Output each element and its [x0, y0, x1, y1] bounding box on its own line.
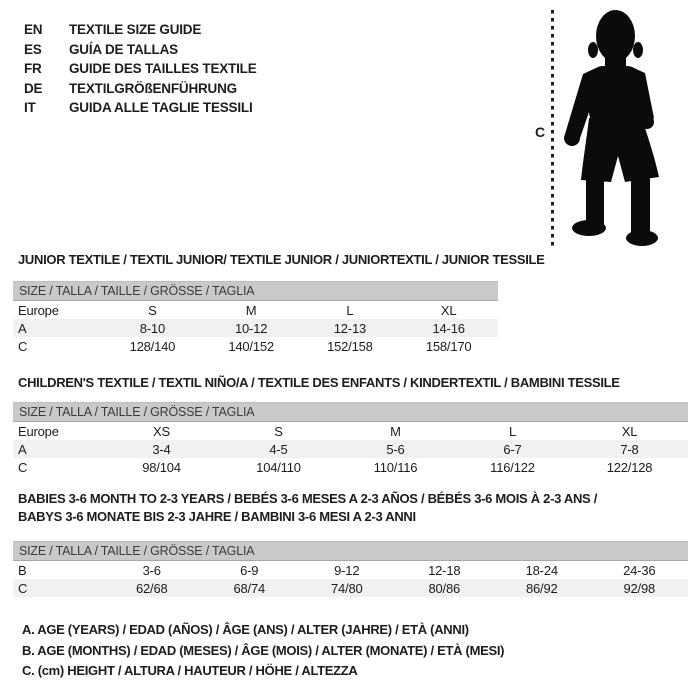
baby-silhouette-icon [560, 4, 682, 250]
age-cell: 8-10 [103, 319, 202, 337]
language-list [24, 20, 257, 118]
row-label: C [13, 579, 103, 597]
age-cell: 10-12 [202, 319, 301, 337]
height-cell: 80/86 [396, 579, 494, 597]
age-cell: 12-18 [428, 562, 461, 578]
size-header-bar: SIZE / TALLA / TAILLE / GRÖSSE / TAGLIA [13, 282, 498, 301]
size-table-babies [13, 541, 688, 597]
height-cell: 122/128 [606, 459, 653, 475]
size-cell: S [274, 423, 283, 439]
age-cell: 24-36 [623, 562, 656, 578]
size-table-children [13, 402, 688, 476]
table-row-europe [13, 422, 688, 441]
height-cell: 128/140 [129, 338, 176, 354]
section-title-junior: JUNIOR TEXTILE / TEXTIL JUNIOR/ TEXTILE JUNIOR / JUNIORTEXTIL / JUNIOR TESSILE [18, 252, 545, 267]
row-label: Europe [18, 423, 59, 439]
size-cell: M [390, 423, 401, 439]
size-cell: M [245, 302, 257, 318]
language-code: ES [24, 41, 42, 57]
language-label: TEXTILE SIZE GUIDE [69, 22, 202, 37]
age-cell: 18-24 [525, 562, 558, 578]
language-row-es [24, 40, 257, 60]
row-label: A [13, 440, 103, 458]
row-label: B [18, 562, 27, 578]
section-title-line: BABYS 3-6 MONATE BIS 2-3 JAHRE / BAMBINI 3-6 MESI A 2-3 ANNI [18, 508, 416, 524]
height-cell: 152/158 [327, 338, 373, 354]
age-cell: 9-12 [334, 562, 360, 578]
size-cell: L [346, 302, 354, 318]
legend-age-months: B. AGE (MONTHS) / EDAD (MESES) / ÂGE (MOIS) / ALTER (MONATE) / ETÀ (MESI) [22, 642, 505, 658]
height-measure-dashed-line [551, 10, 554, 246]
age-cell: 6-7 [454, 440, 571, 458]
height-cell: 74/80 [298, 579, 396, 597]
table-row-height [13, 579, 688, 597]
height-cell: 92/98 [591, 579, 689, 597]
row-label: C [18, 338, 28, 354]
table-row-age [13, 440, 688, 458]
height-cell: 86/92 [493, 579, 591, 597]
legend-age-years: A. AGE (YEARS) / EDAD (AÑOS) / ÂGE (ANS) / ALTER (JAHRE) / ETÀ (ANNI) [22, 622, 469, 637]
language-row-it [24, 98, 257, 118]
row-label: C [18, 459, 28, 475]
age-cell: 12-13 [301, 319, 400, 337]
size-cell: XL [440, 302, 457, 318]
height-cell: 68/74 [201, 579, 299, 597]
language-code: IT [24, 100, 36, 115]
language-code: DE [24, 80, 43, 96]
language-code: EN [24, 22, 43, 37]
height-cell: 140/152 [228, 338, 274, 354]
language-code: FR [24, 61, 42, 76]
age-cell: 7-8 [571, 440, 688, 458]
table-row-age [13, 319, 498, 337]
table-row-age-months [13, 561, 688, 580]
legend [22, 620, 504, 682]
height-measure-label: C [535, 124, 545, 140]
language-label: GUIDA ALLE TAGLIE TESSILI [69, 100, 253, 115]
language-row-de [24, 79, 257, 99]
age-cell: 5-6 [337, 440, 454, 458]
language-label: GUÍA DE TALLAS [69, 41, 178, 57]
height-cell: 62/68 [103, 579, 201, 597]
table-row-height [13, 337, 498, 355]
height-cell: 116/122 [490, 459, 535, 475]
age-cell: 14-16 [399, 319, 498, 337]
age-cell: 4-5 [220, 440, 337, 458]
size-table-junior [13, 281, 498, 355]
table-row-europe [13, 301, 498, 320]
language-row-fr [24, 59, 257, 79]
language-label: GUIDE DES TAILLES TEXTILE [69, 61, 257, 76]
section-title-babies [18, 490, 597, 525]
language-label: TEXTILGRÖßENFÜHRUNG [69, 80, 237, 96]
size-cell: S [148, 302, 157, 318]
row-label: Europe [18, 302, 59, 318]
section-title-children: CHILDREN'S TEXTILE / TEXTIL NIÑO/A / TEXTILE DES ENFANTS / KINDERTEXTIL / BAMBINI TESSILE [18, 375, 620, 390]
size-header-bar: SIZE / TALLA / TAILLE / GRÖSSE / TAGLIA [13, 403, 688, 422]
legend-height: C. (cm) HEIGHT / ALTURA / HAUTEUR / HÖHE / ALTEZZA [22, 663, 358, 678]
height-cell: 98/104 [142, 459, 181, 475]
age-cell: 3-6 [142, 562, 161, 578]
size-cell: XS [153, 423, 170, 439]
size-cell: XL [621, 423, 638, 439]
table-row-height [13, 458, 688, 476]
language-row-en [24, 20, 257, 40]
section-title-line: BABIES 3-6 MONTH TO 2-3 YEARS / BEBÉS 3-6 MESES A 2-3 AÑOS / BÉBÉS 3-6 MOIS À 2-3 ANS / [18, 491, 598, 506]
size-cell: L [508, 423, 517, 439]
age-cell: 3-4 [103, 440, 220, 458]
height-cell: 104/110 [256, 459, 301, 475]
age-cell: 6-9 [240, 562, 259, 578]
height-cell: 110/116 [373, 459, 418, 475]
size-header-bar: SIZE / TALLA / TAILLE / GRÖSSE / TAGLIA [13, 542, 688, 561]
height-cell: 158/170 [425, 338, 472, 354]
row-label: A [13, 319, 103, 337]
